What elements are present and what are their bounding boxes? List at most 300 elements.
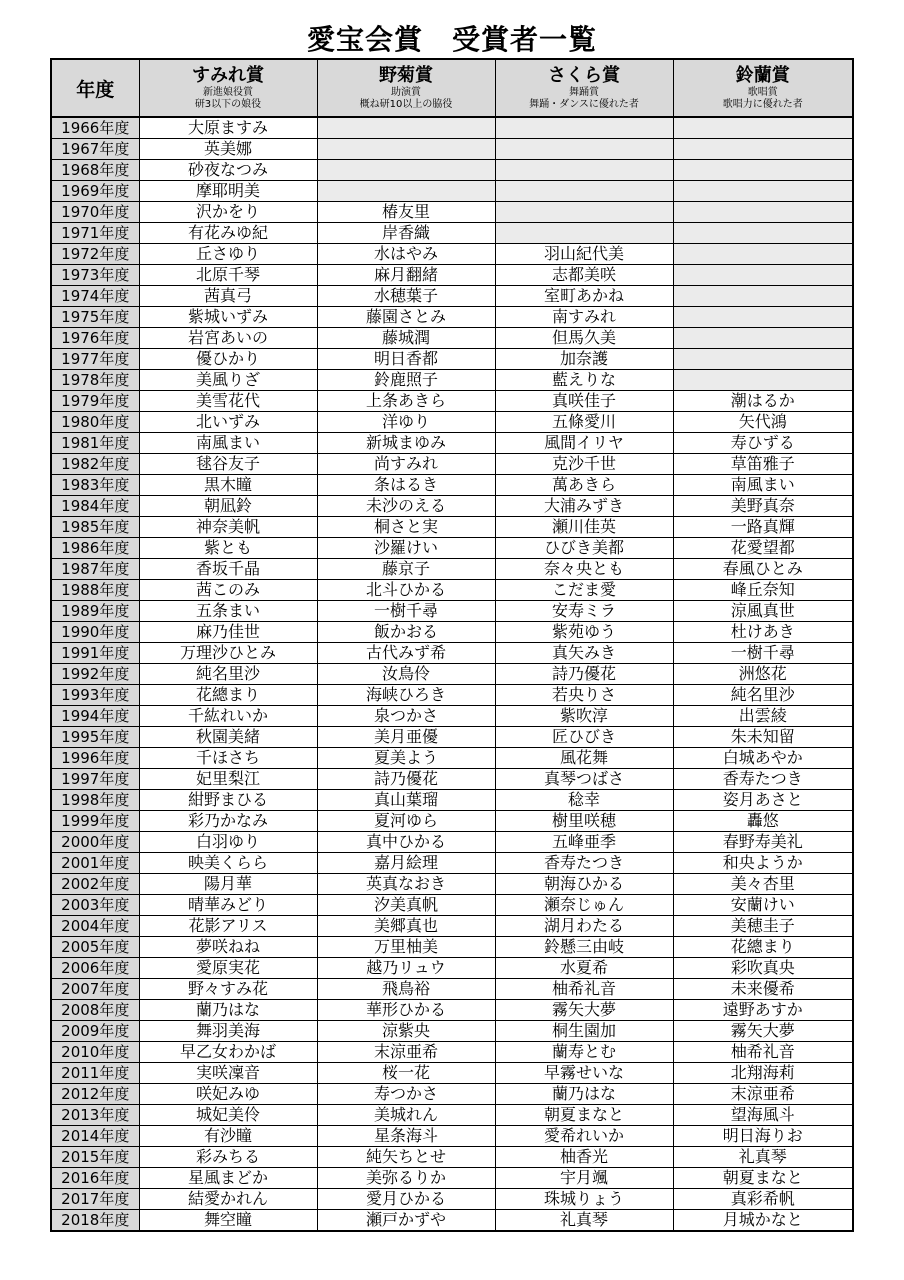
sumire-cell: 茜このみ	[139, 580, 317, 601]
sakura-cell: 礼真琴	[495, 1210, 673, 1232]
nogiku-cell: 英真なおき	[317, 874, 495, 895]
sakura-cell: 早霧せいな	[495, 1063, 673, 1084]
suzuran-cell: 矢代鴻	[673, 412, 853, 433]
award-name: さくら賞	[548, 65, 620, 86]
sumire-cell: 城妃美伶	[139, 1105, 317, 1126]
sumire-cell: 蘭乃はな	[139, 1000, 317, 1021]
sumire-cell: 花總まり	[139, 685, 317, 706]
suzuran-cell: 轟悠	[673, 811, 853, 832]
nogiku-cell	[317, 160, 495, 181]
award-name: 鈴蘭賞	[735, 65, 790, 86]
nogiku-cell: 飯かおる	[317, 622, 495, 643]
sakura-cell: 紫吹淳	[495, 706, 673, 727]
sakura-cell: 但馬久美	[495, 328, 673, 349]
suzuran-cell: 潮はるか	[673, 391, 853, 412]
year-cell: 2008年度	[51, 1000, 139, 1021]
award-criteria: 歌唱力に優れた者	[722, 99, 803, 110]
year-cell: 2004年度	[51, 916, 139, 937]
sumire-cell: 丘さゆり	[139, 244, 317, 265]
sumire-cell: 香坂千晶	[139, 559, 317, 580]
year-cell: 1987年度	[51, 559, 139, 580]
suzuran-cell: 朱未知留	[673, 727, 853, 748]
sakura-cell: 奈々央とも	[495, 559, 673, 580]
year-cell: 1973年度	[51, 265, 139, 286]
sakura-cell: 宇月颯	[495, 1168, 673, 1189]
suzuran-cell	[673, 139, 853, 160]
table-row	[51, 538, 853, 559]
year-cell: 2017年度	[51, 1189, 139, 1210]
table-row	[51, 874, 853, 895]
nogiku-cell: 岸香織	[317, 223, 495, 244]
nogiku-cell: 麻月翻緒	[317, 265, 495, 286]
suzuran-cell: 末涼亜希	[673, 1084, 853, 1105]
sakura-cell: こだま愛	[495, 580, 673, 601]
table-row	[51, 622, 853, 643]
sumire-cell: 妃里梨江	[139, 769, 317, 790]
sakura-cell	[495, 117, 673, 139]
year-cell: 2011年度	[51, 1063, 139, 1084]
sakura-cell: 稔幸	[495, 790, 673, 811]
suzuran-cell: 礼真琴	[673, 1147, 853, 1168]
sakura-cell: 珠城りょう	[495, 1189, 673, 1210]
award-header-sumire	[139, 59, 317, 117]
nogiku-cell: 美城れん	[317, 1105, 495, 1126]
award-header-suzuran	[673, 59, 853, 117]
suzuran-cell: 花總まり	[673, 937, 853, 958]
sumire-cell: 有花みゆ紀	[139, 223, 317, 244]
year-cell: 2007年度	[51, 979, 139, 1000]
year-cell: 2006年度	[51, 958, 139, 979]
suzuran-cell: 純名里沙	[673, 685, 853, 706]
nogiku-cell: 汐美真帆	[317, 895, 495, 916]
year-cell: 1983年度	[51, 475, 139, 496]
nogiku-cell: 夏河ゆら	[317, 811, 495, 832]
sakura-cell: 室町あかね	[495, 286, 673, 307]
year-cell: 1993年度	[51, 685, 139, 706]
nogiku-cell: 条はるき	[317, 475, 495, 496]
table-row	[51, 916, 853, 937]
table-row	[51, 1105, 853, 1126]
table-row	[51, 1189, 853, 1210]
page-title: 愛宝会賞 受賞者一覧	[306, 23, 597, 56]
sumire-cell: 秋園美緒	[139, 727, 317, 748]
table-row	[51, 244, 853, 265]
sakura-cell: 若央りさ	[495, 685, 673, 706]
year-cell: 1977年度	[51, 349, 139, 370]
year-cell: 1988年度	[51, 580, 139, 601]
table-row	[51, 1210, 853, 1232]
sumire-cell: 神奈美帆	[139, 517, 317, 538]
suzuran-cell	[673, 328, 853, 349]
sumire-cell: 晴華みどり	[139, 895, 317, 916]
table-row	[51, 1147, 853, 1168]
table-row	[51, 139, 853, 160]
suzuran-cell: 明日海りお	[673, 1126, 853, 1147]
year-cell: 1972年度	[51, 244, 139, 265]
table-row	[51, 1168, 853, 1189]
suzuran-cell	[673, 286, 853, 307]
table-row	[51, 643, 853, 664]
table-row	[51, 832, 853, 853]
year-cell: 1984年度	[51, 496, 139, 517]
year-header: 年度	[51, 59, 139, 117]
sakura-cell: 瀬川佳英	[495, 517, 673, 538]
suzuran-cell: 春野寿美礼	[673, 832, 853, 853]
table-row	[51, 117, 853, 139]
table-row	[51, 580, 853, 601]
sumire-cell: 美雪花代	[139, 391, 317, 412]
suzuran-cell	[673, 370, 853, 391]
nogiku-cell: 新城まゆみ	[317, 433, 495, 454]
suzuran-cell	[673, 160, 853, 181]
sumire-cell: 五条まい	[139, 601, 317, 622]
sakura-cell: 紫苑ゆう	[495, 622, 673, 643]
year-cell: 1985年度	[51, 517, 139, 538]
table-row	[51, 895, 853, 916]
year-cell: 2015年度	[51, 1147, 139, 1168]
year-cell: 2016年度	[51, 1168, 139, 1189]
table-row	[51, 307, 853, 328]
year-cell: 1969年度	[51, 181, 139, 202]
table-row	[51, 517, 853, 538]
table-row	[51, 286, 853, 307]
suzuran-cell: 望海風斗	[673, 1105, 853, 1126]
year-cell: 1992年度	[51, 664, 139, 685]
sakura-cell: 南すみれ	[495, 307, 673, 328]
nogiku-cell: 飛鳥裕	[317, 979, 495, 1000]
nogiku-cell: 純矢ちとせ	[317, 1147, 495, 1168]
table-row	[51, 160, 853, 181]
suzuran-cell	[673, 223, 853, 244]
year-cell: 1990年度	[51, 622, 139, 643]
sumire-cell: 星風まどか	[139, 1168, 317, 1189]
sumire-cell: 舞空瞳	[139, 1210, 317, 1232]
table-row	[51, 727, 853, 748]
suzuran-cell: 花愛望都	[673, 538, 853, 559]
sumire-cell: 千紘れいか	[139, 706, 317, 727]
year-cell: 2012年度	[51, 1084, 139, 1105]
nogiku-cell: 星条海斗	[317, 1126, 495, 1147]
sakura-cell: 桐生園加	[495, 1021, 673, 1042]
sakura-cell: 真矢みき	[495, 643, 673, 664]
table-row	[51, 937, 853, 958]
year-cell: 1968年度	[51, 160, 139, 181]
sumire-cell: 砂夜なつみ	[139, 160, 317, 181]
sakura-cell: 霧矢大夢	[495, 1000, 673, 1021]
suzuran-cell: 和央ようか	[673, 853, 853, 874]
sakura-cell: 柚香光	[495, 1147, 673, 1168]
sumire-cell: 岩宮あいの	[139, 328, 317, 349]
year-cell: 1998年度	[51, 790, 139, 811]
sumire-cell: 北いずみ	[139, 412, 317, 433]
sakura-cell: 安寿ミラ	[495, 601, 673, 622]
sakura-cell	[495, 160, 673, 181]
sumire-cell: 純名里沙	[139, 664, 317, 685]
sumire-cell: 大原ますみ	[139, 117, 317, 139]
nogiku-cell: 藤城潤	[317, 328, 495, 349]
suzuran-cell	[673, 202, 853, 223]
nogiku-cell: 真中ひかる	[317, 832, 495, 853]
sumire-cell: 毬谷友子	[139, 454, 317, 475]
award-header-sakura	[495, 59, 673, 117]
suzuran-cell: 朝夏まなと	[673, 1168, 853, 1189]
sumire-cell: 咲妃みゆ	[139, 1084, 317, 1105]
table-row	[51, 1021, 853, 1042]
sumire-cell: 北原千琴	[139, 265, 317, 286]
sakura-cell: 瀬奈じゅん	[495, 895, 673, 916]
sakura-cell: 樹里咲穂	[495, 811, 673, 832]
nogiku-cell: 海峡ひろき	[317, 685, 495, 706]
nogiku-cell: 泉つかさ	[317, 706, 495, 727]
sakura-cell: 風間イリヤ	[495, 433, 673, 454]
suzuran-cell: 北翔海莉	[673, 1063, 853, 1084]
award-subtitle: 歌唱賞	[747, 87, 778, 98]
sumire-cell: 舞羽美海	[139, 1021, 317, 1042]
suzuran-cell: 未来優希	[673, 979, 853, 1000]
year-cell: 1996年度	[51, 748, 139, 769]
sakura-cell: 風花舞	[495, 748, 673, 769]
sumire-cell: 優ひかり	[139, 349, 317, 370]
sumire-cell: 陽月華	[139, 874, 317, 895]
year-cell: 1970年度	[51, 202, 139, 223]
sakura-cell	[495, 202, 673, 223]
header-row	[51, 59, 853, 117]
year-cell: 2010年度	[51, 1042, 139, 1063]
nogiku-cell: 美弥るりか	[317, 1168, 495, 1189]
table-row	[51, 979, 853, 1000]
sumire-cell: 実咲凜音	[139, 1063, 317, 1084]
sumire-cell: 紫とも	[139, 538, 317, 559]
suzuran-cell: 美野真奈	[673, 496, 853, 517]
sakura-cell: 鈴懸三由岐	[495, 937, 673, 958]
year-cell: 1966年度	[51, 117, 139, 139]
sakura-cell: 香寿たつき	[495, 853, 673, 874]
sumire-cell: 早乙女わかば	[139, 1042, 317, 1063]
sumire-cell: 彩乃かなみ	[139, 811, 317, 832]
table-row	[51, 559, 853, 580]
nogiku-cell: 上条あきら	[317, 391, 495, 412]
award-subtitle: 舞踊賞	[569, 87, 599, 98]
sumire-cell: 英美娜	[139, 139, 317, 160]
sumire-cell: 紺野まひる	[139, 790, 317, 811]
suzuran-cell	[673, 181, 853, 202]
sakura-cell: 真琴つばさ	[495, 769, 673, 790]
suzuran-cell: 春風ひとみ	[673, 559, 853, 580]
table-row	[51, 1084, 853, 1105]
award-header-nogiku	[317, 59, 495, 117]
table-row	[51, 685, 853, 706]
sakura-cell: 蘭乃はな	[495, 1084, 673, 1105]
table-row	[51, 1000, 853, 1021]
sumire-cell: 摩耶明美	[139, 181, 317, 202]
sakura-cell: 加奈護	[495, 349, 673, 370]
table-row	[51, 811, 853, 832]
year-cell: 2013年度	[51, 1105, 139, 1126]
sakura-cell: 藍えりな	[495, 370, 673, 391]
suzuran-cell: 柚希礼音	[673, 1042, 853, 1063]
year-cell: 1994年度	[51, 706, 139, 727]
sakura-cell: ひびき美都	[495, 538, 673, 559]
sakura-cell: 真咲佳子	[495, 391, 673, 412]
sakura-cell: 大浦みずき	[495, 496, 673, 517]
table-row	[51, 1042, 853, 1063]
sakura-cell: 湖月わたる	[495, 916, 673, 937]
sumire-cell: 千ほさち	[139, 748, 317, 769]
nogiku-cell: 汝鳥伶	[317, 664, 495, 685]
nogiku-cell: 桐さと実	[317, 517, 495, 538]
sumire-cell: 紫城いずみ	[139, 307, 317, 328]
award-criteria: 研3以下の娘役	[194, 99, 262, 110]
nogiku-cell: 桜一花	[317, 1063, 495, 1084]
nogiku-cell: 藤園さとみ	[317, 307, 495, 328]
nogiku-cell: 涼紫央	[317, 1021, 495, 1042]
nogiku-cell: 椿友里	[317, 202, 495, 223]
sumire-cell: 白羽ゆり	[139, 832, 317, 853]
table-row	[51, 853, 853, 874]
nogiku-cell: 北斗ひかる	[317, 580, 495, 601]
suzuran-cell: 洲悠花	[673, 664, 853, 685]
table-body	[51, 117, 853, 1231]
year-cell: 2003年度	[51, 895, 139, 916]
sumire-cell: 結愛かれん	[139, 1189, 317, 1210]
nogiku-cell: 末涼亜希	[317, 1042, 495, 1063]
nogiku-cell: 真山葉瑠	[317, 790, 495, 811]
suzuran-cell	[673, 307, 853, 328]
year-cell: 2000年度	[51, 832, 139, 853]
table-row	[51, 790, 853, 811]
award-name: すみれ賞	[192, 65, 264, 86]
year-cell: 1976年度	[51, 328, 139, 349]
year-cell: 1989年度	[51, 601, 139, 622]
sakura-cell: 朝夏まなと	[495, 1105, 673, 1126]
suzuran-cell	[673, 117, 853, 139]
sumire-cell: 映美くらら	[139, 853, 317, 874]
nogiku-cell: 古代みず希	[317, 643, 495, 664]
sumire-cell: 夢咲ねね	[139, 937, 317, 958]
year-cell: 2018年度	[51, 1210, 139, 1232]
nogiku-cell: 瀬戸かずや	[317, 1210, 495, 1232]
award-subtitle: 助演賞	[391, 87, 421, 98]
award-name: 野菊賞	[379, 65, 433, 86]
sumire-cell: 朝凪鈴	[139, 496, 317, 517]
suzuran-cell	[673, 244, 853, 265]
nogiku-cell: 尚すみれ	[317, 454, 495, 475]
year-cell: 1971年度	[51, 223, 139, 244]
suzuran-cell: 涼風真世	[673, 601, 853, 622]
year-cell: 1974年度	[51, 286, 139, 307]
table-row	[51, 454, 853, 475]
sakura-cell: 柚希礼音	[495, 979, 673, 1000]
suzuran-cell: 彩吹真央	[673, 958, 853, 979]
nogiku-cell: 嘉月絵理	[317, 853, 495, 874]
suzuran-cell: 峰丘奈知	[673, 580, 853, 601]
table-row	[51, 706, 853, 727]
sakura-cell: 蘭寿とむ	[495, 1042, 673, 1063]
sakura-cell: 愛希れいか	[495, 1126, 673, 1147]
sumire-cell: 茜真弓	[139, 286, 317, 307]
sakura-cell: 五條愛川	[495, 412, 673, 433]
table-row	[51, 349, 853, 370]
sumire-cell: 南風まい	[139, 433, 317, 454]
sumire-cell: 沢かをり	[139, 202, 317, 223]
year-cell: 1991年度	[51, 643, 139, 664]
year-cell: 2005年度	[51, 937, 139, 958]
suzuran-cell: 出雲綾	[673, 706, 853, 727]
sumire-cell: 万理沙ひとみ	[139, 643, 317, 664]
nogiku-cell: 一樹千尋	[317, 601, 495, 622]
suzuran-cell	[673, 265, 853, 286]
suzuran-cell: 杜けあき	[673, 622, 853, 643]
suzuran-cell: 美穂圭子	[673, 916, 853, 937]
table-row	[51, 1126, 853, 1147]
nogiku-cell: 万里柚美	[317, 937, 495, 958]
suzuran-cell: 月城かなと	[673, 1210, 853, 1232]
suzuran-cell: 寿ひずる	[673, 433, 853, 454]
sakura-cell: 詩乃優花	[495, 664, 673, 685]
sakura-cell: 水夏希	[495, 958, 673, 979]
year-cell: 1967年度	[51, 139, 139, 160]
year-cell: 2001年度	[51, 853, 139, 874]
award-criteria: 概ね研10以上の脇役	[359, 99, 453, 110]
suzuran-cell: 一路真輝	[673, 517, 853, 538]
suzuran-cell: 一樹千尋	[673, 643, 853, 664]
nogiku-cell: 沙羅けい	[317, 538, 495, 559]
year-cell: 1980年度	[51, 412, 139, 433]
sakura-cell: 五峰亜季	[495, 832, 673, 853]
nogiku-cell: 寿つかさ	[317, 1084, 495, 1105]
nogiku-cell: 詩乃優花	[317, 769, 495, 790]
table-row	[51, 496, 853, 517]
year-cell: 2002年度	[51, 874, 139, 895]
suzuran-cell: 安蘭けい	[673, 895, 853, 916]
table-row	[51, 748, 853, 769]
nogiku-cell: 明日香都	[317, 349, 495, 370]
nogiku-cell: 水穂葉子	[317, 286, 495, 307]
suzuran-cell: 白城あやか	[673, 748, 853, 769]
year-cell: 1995年度	[51, 727, 139, 748]
nogiku-cell: 美月亜優	[317, 727, 495, 748]
year-cell: 1986年度	[51, 538, 139, 559]
table-row	[51, 370, 853, 391]
sakura-cell: 匠ひびき	[495, 727, 673, 748]
sakura-cell: 志都美咲	[495, 265, 673, 286]
nogiku-cell: 愛月ひかる	[317, 1189, 495, 1210]
sumire-cell: 愛原実花	[139, 958, 317, 979]
nogiku-cell: 美郷真也	[317, 916, 495, 937]
suzuran-cell: 草笛雅子	[673, 454, 853, 475]
sumire-cell: 彩みちる	[139, 1147, 317, 1168]
sumire-cell: 美風りざ	[139, 370, 317, 391]
table-row	[51, 769, 853, 790]
suzuran-cell: 霧矢大夢	[673, 1021, 853, 1042]
nogiku-cell: 華形ひかる	[317, 1000, 495, 1021]
year-cell: 1999年度	[51, 811, 139, 832]
nogiku-cell: 未沙のえる	[317, 496, 495, 517]
nogiku-cell: 洋ゆり	[317, 412, 495, 433]
sakura-cell	[495, 223, 673, 244]
sumire-cell: 野々すみ花	[139, 979, 317, 1000]
table-row	[51, 328, 853, 349]
table-row	[51, 265, 853, 286]
table-row	[51, 601, 853, 622]
year-cell: 2014年度	[51, 1126, 139, 1147]
year-cell: 1979年度	[51, 391, 139, 412]
table-row	[51, 181, 853, 202]
award-criteria: 舞踊・ダンスに優れた者	[529, 99, 639, 110]
sakura-cell: 朝海ひかる	[495, 874, 673, 895]
suzuran-cell	[673, 349, 853, 370]
award-subtitle: 新進娘役賞	[203, 87, 253, 98]
